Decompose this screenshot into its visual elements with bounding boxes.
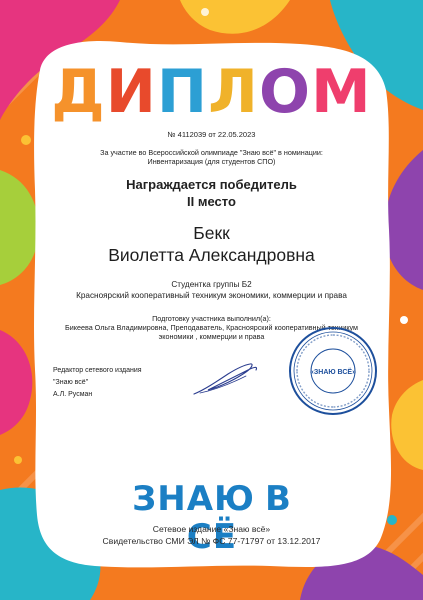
title-letter: О <box>258 57 311 127</box>
preparer-line-1: Бикеева Ольга Владимировна, Преподаватель, Красноярский кооперативный техникум <box>65 323 358 332</box>
recipient-given-names: Виолетта Александровна <box>108 245 315 265</box>
editor-publication: "Знаю всё" <box>53 379 89 386</box>
title-letter: И <box>105 57 157 127</box>
recipient-surname: Бекк <box>193 223 230 243</box>
logo-letter: А <box>186 479 215 519</box>
publication-stamp <box>288 326 378 416</box>
logo-letter: Н <box>157 479 187 519</box>
editor-role: Редактор сетевого издания <box>53 367 142 374</box>
signature <box>190 360 262 398</box>
nomination-line-2: Инвентаризация (для студентов СПО) <box>147 157 276 166</box>
title-letter: Д <box>51 57 106 127</box>
footer <box>20 523 403 547</box>
logo-letter: В <box>264 479 292 519</box>
stamp-center-text: «ЗНАЮ ВСЁ» <box>310 369 356 376</box>
logo-letter: С <box>186 517 213 557</box>
title-letter: М <box>311 57 372 127</box>
footer-line-1: Сетевое издание «Знаю всё» <box>152 524 271 534</box>
title-letter: Л <box>208 57 259 127</box>
student-college: Красноярский кооперативный техникум экономики, коммерции и права <box>76 291 347 300</box>
logo-letter: Ю <box>214 479 255 519</box>
diploma-title <box>0 57 423 127</box>
editor-name: А.Л. Русман <box>53 391 93 398</box>
nomination <box>20 148 403 166</box>
logo-letter: Ё <box>212 517 238 557</box>
title-letter: П <box>156 57 209 127</box>
footer-line-2: Свидетельство СМИ ЭЛ № ФС 77-71797 от 13.12.2017 <box>102 536 321 546</box>
preparer-line-2: экономики , коммерции и права <box>158 332 265 341</box>
preparer-label: Подготовку участника выполнил(а): <box>152 314 271 323</box>
place-heading: II место <box>187 194 236 209</box>
diploma-number: № 4112039 от 22.05.2023 <box>167 130 256 139</box>
nomination-line-1: За участие во Всероссийской олимпиаде "Знаю всё" в номинации: <box>100 148 323 157</box>
editor-block <box>53 366 193 402</box>
student-info <box>20 279 403 301</box>
recipient-name <box>20 222 403 266</box>
award-heading: Награждается победитель <box>126 177 297 192</box>
logo-letter: З <box>132 479 158 519</box>
student-group: Студентка группы Б2 <box>171 280 252 289</box>
